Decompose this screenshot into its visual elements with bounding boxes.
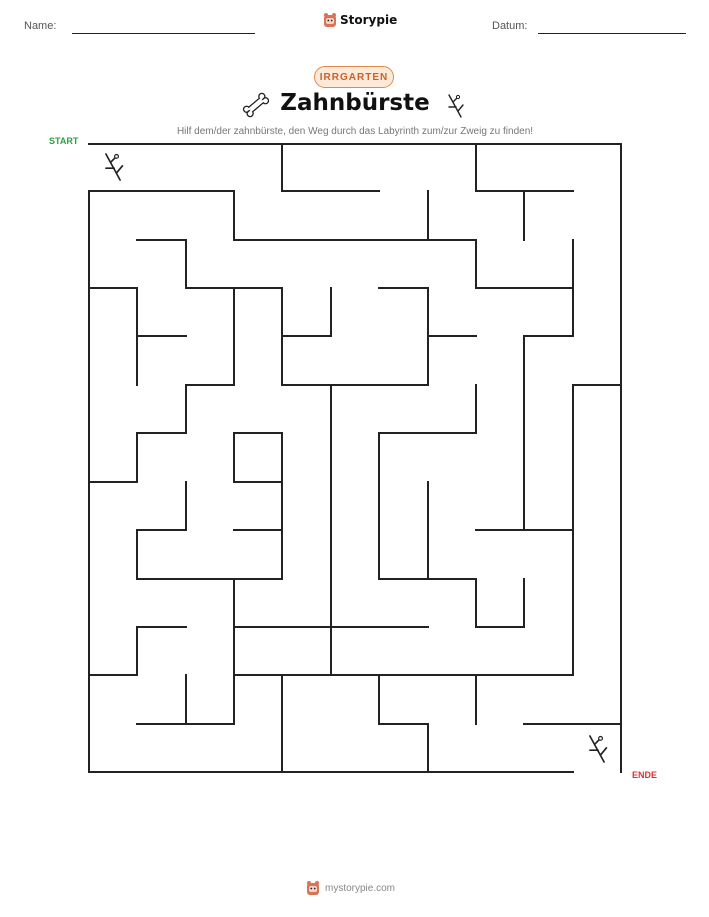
footer <box>306 880 395 896</box>
page-title: Zahnbürste <box>280 90 430 116</box>
logo-text: Storypie <box>340 13 398 27</box>
start-twig-icon <box>100 150 126 184</box>
footer-site: mystorypie.com <box>325 882 396 894</box>
instructions: Hilf dem/der zahnbürste, den Weg durch das Labyrinth zum/zur Zweig zu finden! <box>176 126 534 137</box>
end-label: ENDE <box>632 770 658 780</box>
mascot-icon <box>306 880 320 896</box>
start-label: START <box>49 136 79 146</box>
maze-type-badge: IRRGARTEN <box>314 66 394 88</box>
name-label: Name: <box>24 20 57 32</box>
date-label: Datum: <box>492 20 528 32</box>
end-twig-icon <box>584 732 610 766</box>
